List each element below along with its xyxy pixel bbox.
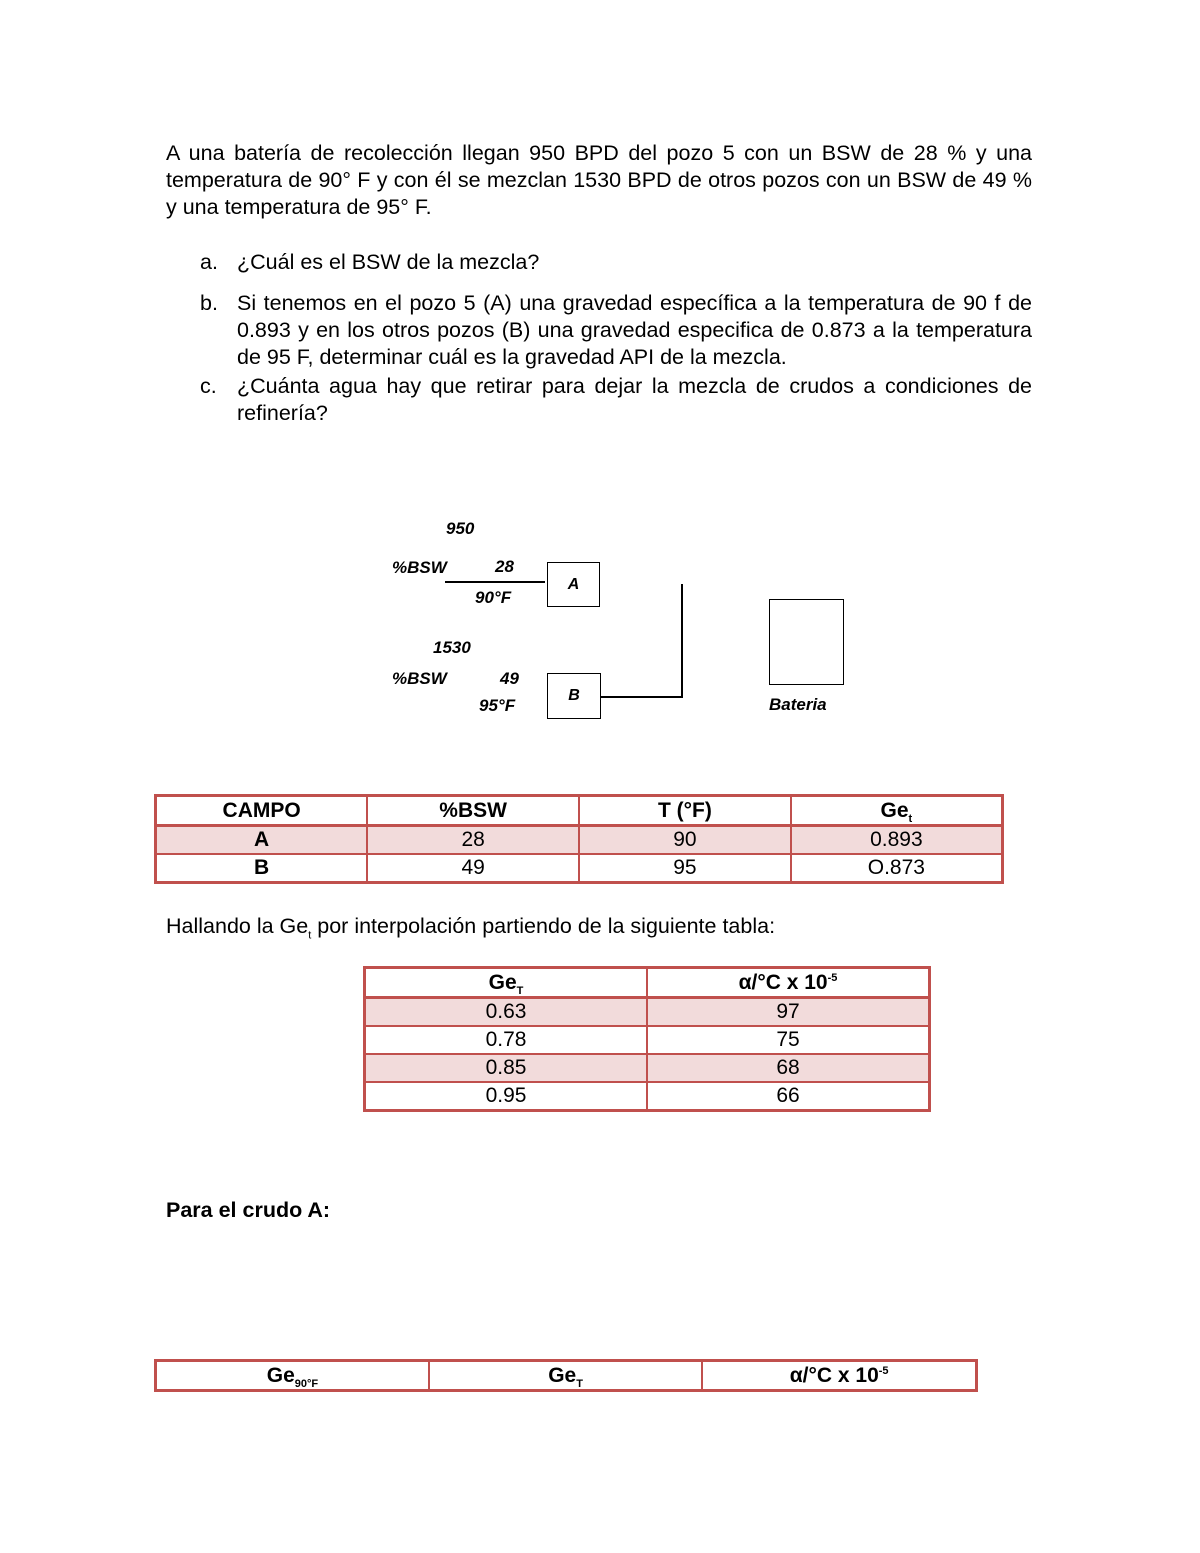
- table-row: [365, 1054, 930, 1082]
- list-marker: b.: [200, 291, 218, 315]
- interpolation-text: Hallando la $Ge_t$ por interpolación partiendo de la siguiente tabla:: [166, 914, 776, 942]
- table-header-row: [156, 796, 1003, 826]
- a-bsw-label: %BSW: [392, 558, 447, 577]
- a-divider-line: [445, 581, 545, 583]
- cell-temp: 95: [579, 854, 791, 883]
- question-c: [200, 373, 1032, 427]
- b-bsw-label: %BSW: [392, 669, 447, 688]
- table-row: [156, 854, 1003, 883]
- well-a-box: [547, 562, 600, 607]
- table-header-row: [156, 1361, 977, 1391]
- b-rate-label: 1530: [433, 638, 471, 657]
- question-a: [200, 249, 1032, 276]
- cell-bsw: 49: [367, 854, 579, 883]
- cell-bsw: 28: [367, 826, 579, 855]
- cell-ge: O.873: [791, 854, 1003, 883]
- cell-alpha: 66: [647, 1082, 930, 1111]
- pipe-vertical: [681, 584, 683, 697]
- ge-alpha-table: [363, 966, 931, 1112]
- crude-a-table: [154, 1359, 978, 1392]
- cell-ge: 0.893: [791, 826, 1003, 855]
- cell-alpha: 75: [647, 1026, 930, 1054]
- well-b-box: [547, 673, 601, 719]
- list-item-text: Si tenemos en el pozo 5 (A) una gravedad específica a la temperatura de 90 f de 0.893 y en los otros pozos (B) una gravedad especifica de 0.873 a la temperatura de 95 F, determinar cuál es la gravedad API de la mezcla.: [237, 291, 1032, 369]
- table-header-row: [365, 968, 930, 998]
- table-row: [365, 1082, 930, 1111]
- table-row: [365, 1026, 930, 1054]
- cell-ge: 0.63: [365, 998, 648, 1027]
- b-bsw-value: 49: [500, 669, 519, 688]
- cell-temp: 90: [579, 826, 791, 855]
- table-row: [365, 998, 930, 1027]
- a-bsw-value: 28: [495, 557, 514, 576]
- pipe-horizontal: [601, 696, 683, 698]
- cell-ge: 0.78: [365, 1026, 648, 1054]
- header-campo: CAMPO: [156, 796, 368, 826]
- list-item-text: ¿Cuánta agua hay que retirar para dejar la mezcla de crudos a condiciones de refinería?: [237, 374, 1032, 425]
- header-ge-90f: $Ge_{90^\circ F}$: [156, 1361, 429, 1391]
- a-temp-label: 90°F: [475, 588, 512, 607]
- header-ge-t: $Ge_T$: [429, 1361, 702, 1391]
- header-ge: $Ge_T$: [365, 968, 648, 998]
- cell-ge: 0.85: [365, 1054, 648, 1082]
- b-temp-label: 95°F: [479, 696, 516, 715]
- well-a-label: A: [567, 575, 580, 593]
- well-b-label: B: [568, 687, 580, 704]
- a-rate-label: 950: [446, 519, 475, 538]
- cell-campo: A: [156, 826, 368, 855]
- list-marker: a.: [200, 250, 218, 274]
- question-b: [200, 290, 1032, 371]
- header-bsw: %BSW: [367, 796, 579, 826]
- cell-ge: 0.95: [365, 1082, 648, 1111]
- cell-alpha: 97: [647, 998, 930, 1027]
- list-marker: c.: [200, 374, 217, 398]
- battery-box: [769, 599, 844, 685]
- battery-label: Bateria: [769, 695, 827, 714]
- list-item-text: ¿Cuál es el BSW de la mezcla?: [237, 250, 540, 274]
- section-title-crude-a: Para el crudo A:: [166, 1198, 331, 1222]
- table-row: [156, 826, 1003, 855]
- cell-campo: B: [156, 854, 368, 883]
- cell-alpha: 68: [647, 1054, 930, 1082]
- field-data-table: [154, 794, 1004, 884]
- problem-statement: A una batería de recolección llegan 950 BPD del pozo 5 con un BSW de 28 % y una temperatura de 90° F y con él se mezclan 1530 BPD de otros pozos con un BSW de 49 % y una temperatura de 95° F.: [166, 141, 1032, 219]
- header-alpha: α/°C x $10^{-5}$: [702, 1361, 976, 1391]
- flow-diagram: [380, 510, 860, 725]
- header-temp: T (°F): [579, 796, 791, 826]
- header-alpha: α/°C x $10^{-5}$: [647, 968, 930, 998]
- header-ge: $Ge_t$: [791, 796, 1003, 826]
